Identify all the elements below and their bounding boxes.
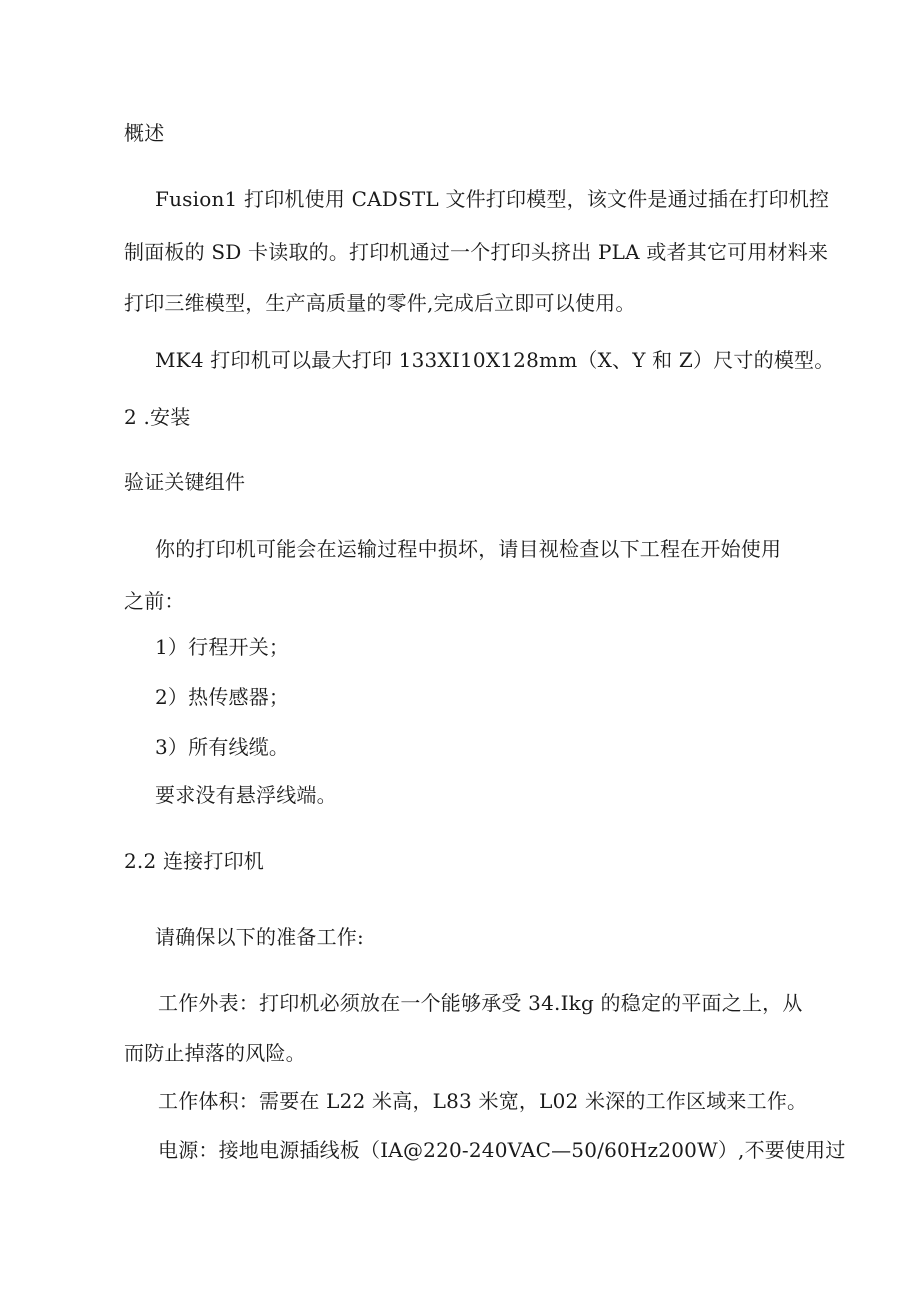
paragraph-line: 而防止掉落的风险。 (124, 1041, 306, 1065)
subsection-heading-connect: 2.2 连接打印机 (124, 849, 264, 873)
paragraph-line: 制面板的 SD 卡读取的。打印机通过一个打印头挤出 PLA 或者其它可用材料来 (124, 240, 829, 264)
paragraph-line: 工作外表：打印机必须放在一个能够承受 34.Ikg 的稳定的平面之上，从 (158, 991, 803, 1015)
paragraph-line: Fusion1 打印机使用 CADSTL 文件打印模型，该文件是通过插在打印机控 (155, 187, 830, 211)
subsection-heading-verify: 验证关键组件 (124, 470, 246, 494)
paragraph-line: MK4 打印机可以最大打印 133XI10X128mm（X、Y 和 Z）尺寸的模型。 (155, 348, 835, 372)
paragraph-line: 工作体积：需要在 L22 米高，L83 米宽，L02 米深的工作区域来工作。 (158, 1089, 808, 1113)
paragraph-line: 之前： (124, 589, 185, 613)
section-heading-install: 2 .安装 (124, 405, 191, 429)
paragraph-line: 打印三维模型，生产高质量的零件,完成后立即可以使用。 (124, 291, 636, 315)
paragraph-line: 电源：接地电源插线板（IA@220-240VAC—50/60Hz200W）,不要使用过 (158, 1138, 846, 1162)
paragraph-line: 请确保以下的准备工作: (155, 925, 364, 949)
paragraph-line: 要求没有悬浮线端。 (155, 783, 337, 807)
list-item: 1）行程开关； (155, 635, 290, 659)
list-item: 3）所有线缆。 (155, 735, 290, 759)
list-item: 2）热传感器； (155, 685, 290, 709)
paragraph-line: 你的打印机可能会在运输过程中损坏，请目视检查以下工程在开始使用 (155, 537, 782, 561)
section-heading-overview: 概述 (124, 121, 165, 145)
